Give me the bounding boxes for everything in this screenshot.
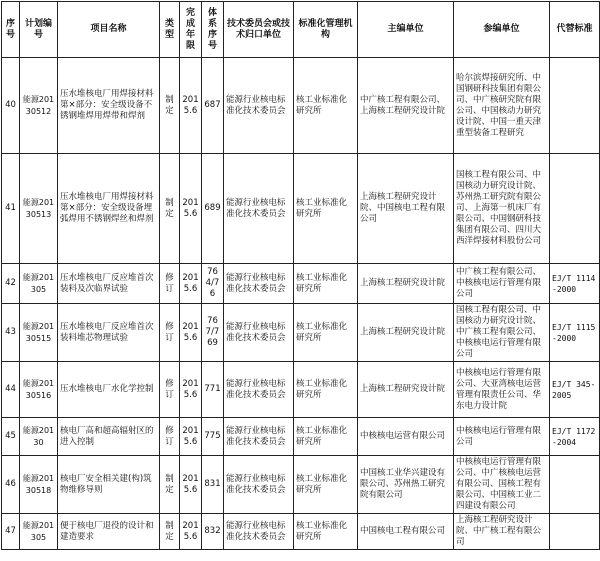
- row-year: 2015.6: [180, 514, 202, 550]
- row-committee: 能源行业核电标准化技术委员会: [224, 304, 294, 362]
- header-year: 完成年限: [180, 2, 202, 58]
- row-project-name: 核电厂安全相关建(构)筑物维修导则: [58, 456, 160, 514]
- row-system-no: 775: [202, 418, 224, 456]
- row-project-name: 便于核电厂退役的设计和建造要求: [58, 514, 160, 550]
- standards-plan-table: [1, 1, 600, 550]
- row-org: 核工业标准化研究所: [294, 456, 358, 514]
- header-seq: 序号: [2, 2, 20, 58]
- row-replaces: EJ/T 345-2005: [550, 362, 600, 418]
- row-chief-editor: 中国核电工程有限公司: [358, 514, 454, 550]
- row-org: 核工业标准化研究所: [294, 264, 358, 304]
- row-type: 修订: [160, 304, 180, 362]
- row-participants: 中核核电运行管理有限公司、中广核核电运营有限公司、国核工程有限公司、中国核工业二四建设有限公司: [454, 456, 550, 514]
- row-replaces: EJ/T 1172-2004: [550, 418, 600, 456]
- row-year: 2015.6: [180, 58, 202, 154]
- row-plan-code: 能源201305: [20, 514, 58, 550]
- row-participants: 中核核电运行管理有限公司、大亚湾核电运营管理有限责任公司、华东电力设计院: [454, 362, 550, 418]
- row-system-no: 767/769: [202, 304, 224, 362]
- header-type: 类型: [160, 2, 180, 58]
- row-chief-editor: 上海核工程研究设计院、中国核电工程有限公司: [358, 154, 454, 264]
- row-project-name: 压水堆核电厂用焊接材料 第×部分：安全级设备埋弧焊用不锈钢焊丝和焊剂: [58, 154, 160, 264]
- row-committee: 能源行业核电标准化技术委员会: [224, 58, 294, 154]
- row-replaces: [550, 456, 600, 514]
- row-org: 核工业标准化研究所: [294, 418, 358, 456]
- row-committee: 能源行业核电标准化技术委员会: [224, 362, 294, 418]
- row-plan-code: 能源20130: [20, 418, 58, 456]
- row-type: 修订: [160, 362, 180, 418]
- row-year: 2015.6: [180, 362, 202, 418]
- row-plan-code: 能源20130515: [20, 304, 58, 362]
- row-org: 核工业标准化研究所: [294, 304, 358, 362]
- row-replaces: EJ/T 1115-2000: [550, 304, 600, 362]
- row-org: 核工业标准化研究所: [294, 154, 358, 264]
- row-committee: 能源行业核电标准化技术委员会: [224, 514, 294, 550]
- header-plan-code: 计划编号: [20, 2, 58, 58]
- header-row: [2, 2, 600, 58]
- row-system-no: 687: [202, 58, 224, 154]
- row-system-no: 689: [202, 154, 224, 264]
- table-row: [2, 362, 600, 418]
- row-replaces: EJ/T 1114-2000: [550, 264, 600, 304]
- header-participants: 参编单位: [454, 2, 550, 58]
- row-type: 制定: [160, 514, 180, 550]
- row-seq: 46: [2, 456, 20, 514]
- row-participants: 国核工程有限公司、中国核动力研究设计院、苏州热工研究院有限公司、上海第一机床厂有限公司、中国钢研科技集团有限公司、四川大西洋焊接材料股份公司: [454, 154, 550, 264]
- row-project-name: 压水堆核电厂用焊接材料 第×部分：安全级设备不锈钢堆焊用焊带和焊剂: [58, 58, 160, 154]
- row-plan-code: 能源201305: [20, 264, 58, 304]
- row-org: 核工业标准化研究所: [294, 514, 358, 550]
- table-row: [2, 418, 600, 456]
- row-replaces: [550, 514, 600, 550]
- table-row: [2, 264, 600, 304]
- row-plan-code: 能源20130513: [20, 154, 58, 264]
- row-plan-code: 能源20130516: [20, 362, 58, 418]
- row-system-no: 831: [202, 456, 224, 514]
- row-year: 2015.6: [180, 418, 202, 456]
- row-system-no: 832: [202, 514, 224, 550]
- row-system-no: 764/76: [202, 264, 224, 304]
- row-project-name: 核电厂高和超高辐射区的进入控制: [58, 418, 160, 456]
- table-row: [2, 154, 600, 264]
- row-participants: 中广核工程有限公司、中核核电运行管理有限公司: [454, 264, 550, 304]
- header-chief-editor: 主编单位: [358, 2, 454, 58]
- row-type: 修订: [160, 418, 180, 456]
- row-chief-editor: 上海核工程研究设计院: [358, 362, 454, 418]
- header-system-no: 体系序号: [202, 2, 224, 58]
- row-year: 2015.6: [180, 304, 202, 362]
- table-row: [2, 456, 600, 514]
- row-replaces: [550, 154, 600, 264]
- row-chief-editor: 中核核电运营有限公司: [358, 418, 454, 456]
- row-project-name: 压水堆核电厂水化学控制: [58, 362, 160, 418]
- header-replaces: 代替标准: [550, 2, 600, 58]
- row-org: 核工业标准化研究所: [294, 58, 358, 154]
- row-chief-editor: 上海核工程研究设计院: [358, 264, 454, 304]
- row-committee: 能源行业核电标准化技术委员会: [224, 264, 294, 304]
- row-year: 2015.6: [180, 154, 202, 264]
- table-row: [2, 304, 600, 362]
- row-seq: 43: [2, 304, 20, 362]
- header-project-name: 项目名称: [58, 2, 160, 58]
- row-plan-code: 能源20130518: [20, 456, 58, 514]
- row-project-name: 压水堆核电厂反应堆首次装料及次临界试验: [58, 264, 160, 304]
- row-type: 制定: [160, 456, 180, 514]
- row-project-name: 压水堆核电厂反应堆首次装料堆芯物理试验: [58, 304, 160, 362]
- row-type: 制定: [160, 58, 180, 154]
- row-seq: 42: [2, 264, 20, 304]
- row-committee: 能源行业核电标准化技术委员会: [224, 418, 294, 456]
- row-seq: 44: [2, 362, 20, 418]
- row-participants: 哈尔滨焊接研究所、中国钢研科技集团有限公司、中广核研究院有限公司、中国核动力研究设计院、中国一重天津重型装备工程研究: [454, 58, 550, 154]
- row-participants: 上海核工程研究设计院、中广核工程有限公司: [454, 514, 550, 550]
- row-seq: 47: [2, 514, 20, 550]
- row-chief-editor: 中国核工业华兴建设有限公司、苏州热工研究院有限公司: [358, 456, 454, 514]
- row-type: 制定: [160, 154, 180, 264]
- row-seq: 41: [2, 154, 20, 264]
- row-seq: 40: [2, 58, 20, 154]
- row-org: 核工业标准化研究所: [294, 362, 358, 418]
- row-committee: 能源行业核电标准化技术委员会: [224, 154, 294, 264]
- row-participants: 中核核电运行管理有限公司: [454, 418, 550, 456]
- row-system-no: 771: [202, 362, 224, 418]
- row-type: 修订: [160, 264, 180, 304]
- row-year: 2015.6: [180, 264, 202, 304]
- table-row: [2, 58, 600, 154]
- row-committee: 能源行业核电标准化技术委员会: [224, 456, 294, 514]
- row-replaces: [550, 58, 600, 154]
- row-seq: 45: [2, 418, 20, 456]
- row-chief-editor: 中广核工程有限公司、上海核工程研究设计院: [358, 58, 454, 154]
- table-row: [2, 514, 600, 550]
- row-plan-code: 能源20130512: [20, 58, 58, 154]
- header-committee: 技术委员会或技术归口单位: [224, 2, 294, 58]
- row-chief-editor: 上海核工程研究设计院: [358, 304, 454, 362]
- row-participants: 国核工程有限公司、中国核动力研究设计院、中广核工程有限公司、中核核电运行管理有限公司: [454, 304, 550, 362]
- header-org: 标准化管理机构: [294, 2, 358, 58]
- row-year: 2015.6: [180, 456, 202, 514]
